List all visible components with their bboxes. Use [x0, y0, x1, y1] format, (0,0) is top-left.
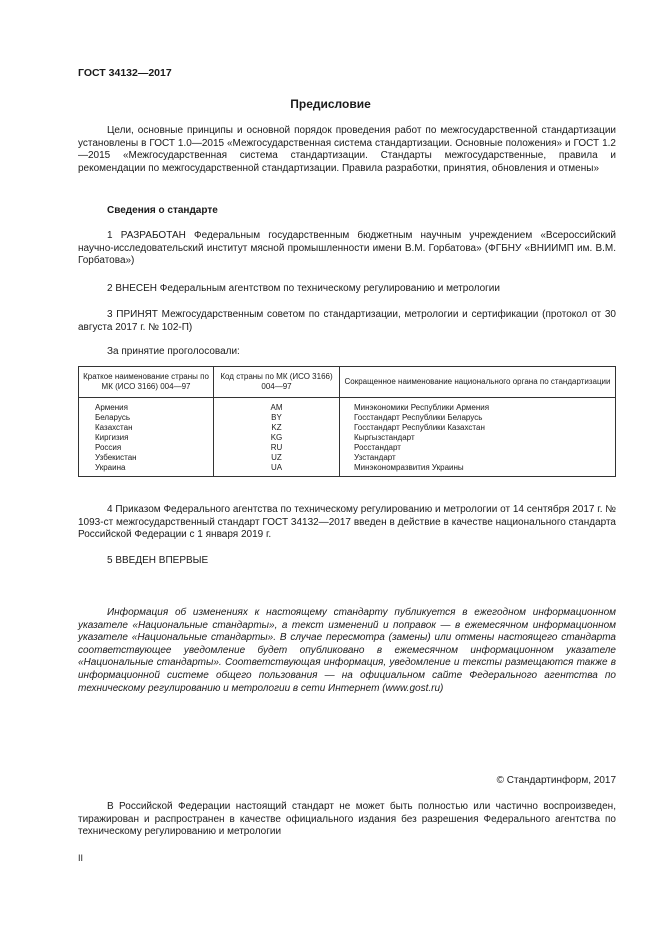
copyright-notice: © Стандартинформ, 2017	[496, 775, 616, 786]
standards-body: Минэкономики Республики Армения	[340, 398, 616, 414]
item-5-first-introduced: 5 ВВЕДЕН ВПЕРВЫЕ	[107, 555, 209, 566]
table-row	[79, 463, 616, 477]
country-name: Россия	[79, 443, 214, 453]
country-name: Узбекистан	[79, 453, 214, 463]
country-code: KZ	[214, 423, 340, 433]
table-row	[79, 433, 616, 443]
country-name: Армения	[79, 398, 214, 414]
table-header-code: Код страны по МК (ИСО 3166) 004—97	[214, 367, 340, 398]
page-number: II	[78, 853, 84, 863]
country-code: RU	[214, 443, 340, 453]
table-row	[79, 443, 616, 453]
country-code: AM	[214, 398, 340, 414]
intro-paragraph: Цели, основные принципы и основной порядок проведения работ по межгосударственной стандартизации установлены в ГОСТ 1.0—2015 «Межгосударственная система стандартизации. Основные положения» и ГОСТ 1.2—2015 «Межгосударственная система стандартизации. Стандарты межгосударственные, правила и рекомендации по межгосударственной стандартизации. Правила разработки, принятия, обновления и отмены»	[78, 125, 616, 174]
country-name: Казахстан	[79, 423, 214, 433]
table-header-body: Сокращенное наименование национального органа по стандартизации	[340, 367, 616, 398]
table-header-row	[79, 367, 616, 398]
item-1-developed: 1 РАЗРАБОТАН Федеральным государственным бюджетным научным учреждением «Всероссийский научно-исследовательский институт мясной промышленности имени В.М. Горбатова» (ФГБНУ «ВНИИМП им. В.М. Горбатова»)	[78, 230, 616, 267]
item-4-order: 4 Приказом Федерального агентства по техническому регулированию и метрологии от 14 сентября 2017 г. № 1093-ст межгосударственный стандарт ГОСТ 34132—2017 введен в действие в качестве национального стандарта Российской Федерации с 1 января 2019 г.	[78, 504, 616, 541]
country-name: Беларусь	[79, 413, 214, 423]
section-heading: Сведения о стандарте	[107, 205, 218, 216]
table-row	[79, 453, 616, 463]
country-name: Киргизия	[79, 433, 214, 443]
country-name: Украина	[79, 463, 214, 477]
standards-body: Минэкономразвития Украины	[340, 463, 616, 477]
country-code: UZ	[214, 453, 340, 463]
country-code: BY	[214, 413, 340, 423]
table-row	[79, 398, 616, 414]
table-row	[79, 423, 616, 433]
page-title: Предисловие	[290, 97, 371, 111]
document-code-header: ГОСТ 34132—2017	[78, 67, 172, 79]
country-code: KG	[214, 433, 340, 443]
table-row	[79, 413, 616, 423]
standards-body: Кыргызстандарт	[340, 433, 616, 443]
standards-body: Узстандарт	[340, 453, 616, 463]
reproduction-restriction: В Российской Федерации настоящий стандарт не может быть полностью или частично воспроизведен, тиражирован и распространен в качестве официального издания без разрешения Федерального агентства по техническому регулированию и метрологии	[78, 801, 616, 838]
item-3-adopted: 3 ПРИНЯТ Межгосударственным советом по стандартизации, метрологии и сертификации (протокол от 30 августа 2017 г. № 102-П)	[78, 309, 616, 333]
standards-body: Госстандарт Республики Беларусь	[340, 413, 616, 423]
item-2-introduced: 2 ВНЕСЕН Федеральным агентством по техническому регулированию и метрологии	[107, 283, 500, 294]
voting-countries-table	[78, 366, 616, 477]
vote-label: За принятие проголосовали:	[107, 346, 240, 357]
country-code: UA	[214, 463, 340, 477]
standards-body: Госстандарт Республики Казахстан	[340, 423, 616, 433]
changes-information-notice: Информация об изменениях к настоящему стандарту публикуется в ежегодном информационном указателе «Национальные стандарты», а текст изменений и поправок — в ежемесячном информационном указателе «Национальные стандарты». В случае пересмотра (замены) или отмены настоящего стандарта соответствующее уведомление будет опубликовано в ежемесячном информационном указателе «Национальные стандарты». Соответствующая информация, уведомление и тексты размещаются также в информационной системе общего пользования — на официальном сайте Федерального агентства по техническому регулированию и метрологии в сети Интернет (www.gost.ru)	[78, 607, 616, 694]
table-header-country: Краткое наименование страны по МК (ИСО 3166) 004—97	[79, 367, 214, 398]
standards-body: Росстандарт	[340, 443, 616, 453]
